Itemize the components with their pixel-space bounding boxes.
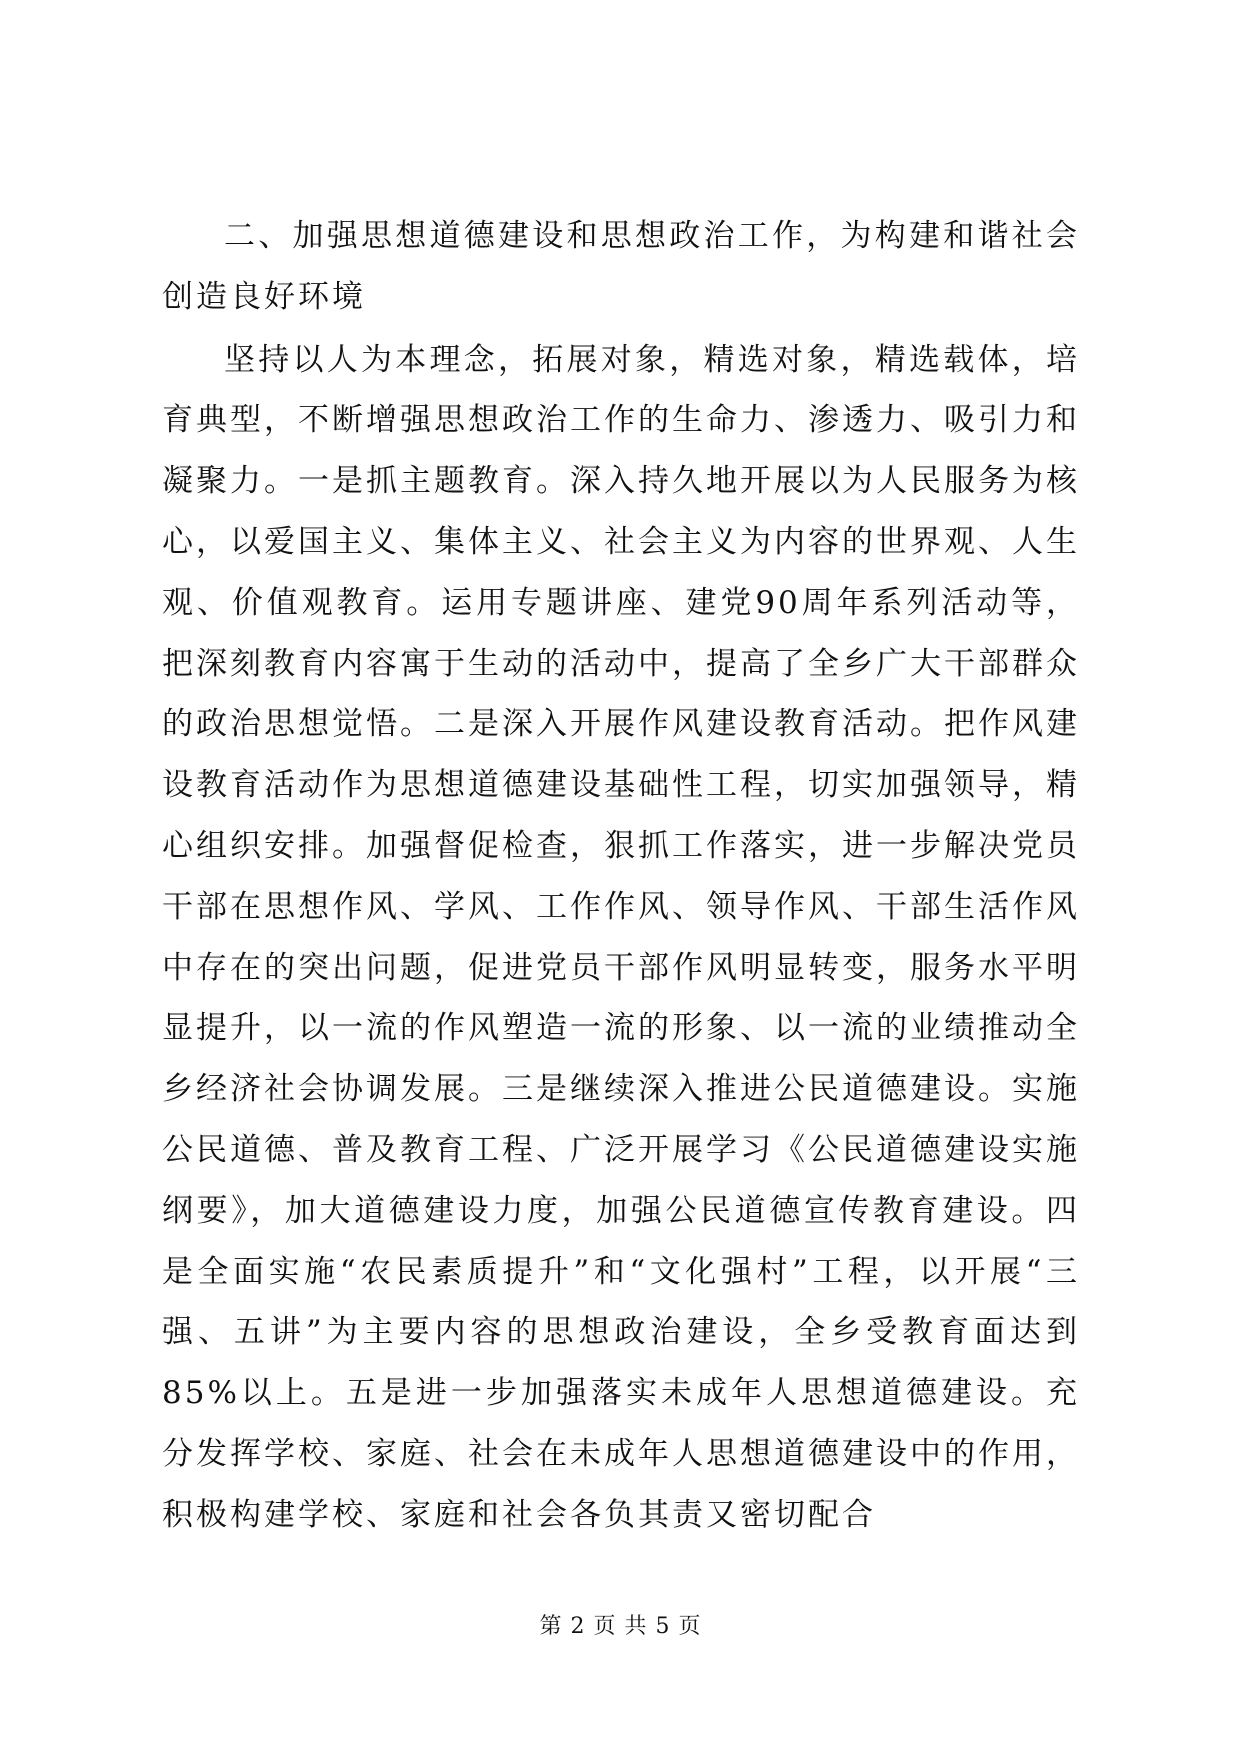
page-number-footer: 第 2 页 共 5 页	[539, 1614, 702, 1639]
document-body	[162, 200, 1080, 1546]
body-paragraph: 坚持以人为本理念，拓展对象，精选对象，精选载体，培育典型，不断增强思想政治工作的生命力、渗透力、吸引力和凝聚力。一是抓主题教育。深入持久地开展以为人民服务为核心，以爱国主义、集体主义、社会主义为内容的世界观、人生观、价值观教育。运用专题讲座、建党90周年系列活动等，把深刻教育内容寓于生动的活动中，提高了全乡广大干部群众的政治思想觉悟。二是深入开展作风建设教育活动。把作风建设教育活动作为思想道德建设基础性工程，切实加强领导，精心组织安排。加强督促检查，狠抓工作落实，进一步解决党员干部在思想作风、学风、工作作风、领导作风、干部生活作风中存在的突出问题，促进党员干部作风明显转变，服务水平明显提升，以一流的作风塑造一流的形象、以一流的业绩推动全乡经济社会协调发展。三是继续深入推进公民道德建设。实施公民道德、普及教育工程、广泛开展学习《公民道德建设实施纲要》，加大道德建设力度，加强公民道德宣传教育建设。四是全面实施“农民素质提升”和“文化强村”工程，以开展“三强、五讲”为主要内容的思想政治建设，全乡受教育面达到85%以上。五是进一步加强落实未成年人思想道德建设。充分发挥学校、家庭、社会在未成年人思想道德建设中的作用，积极构建学校、家庭和社会各负其责又密切配合	[162, 341, 1080, 1533]
section-heading: 二、加强思想道德建设和思想政治工作，为构建和谐社会创造良好环境	[162, 218, 1080, 315]
